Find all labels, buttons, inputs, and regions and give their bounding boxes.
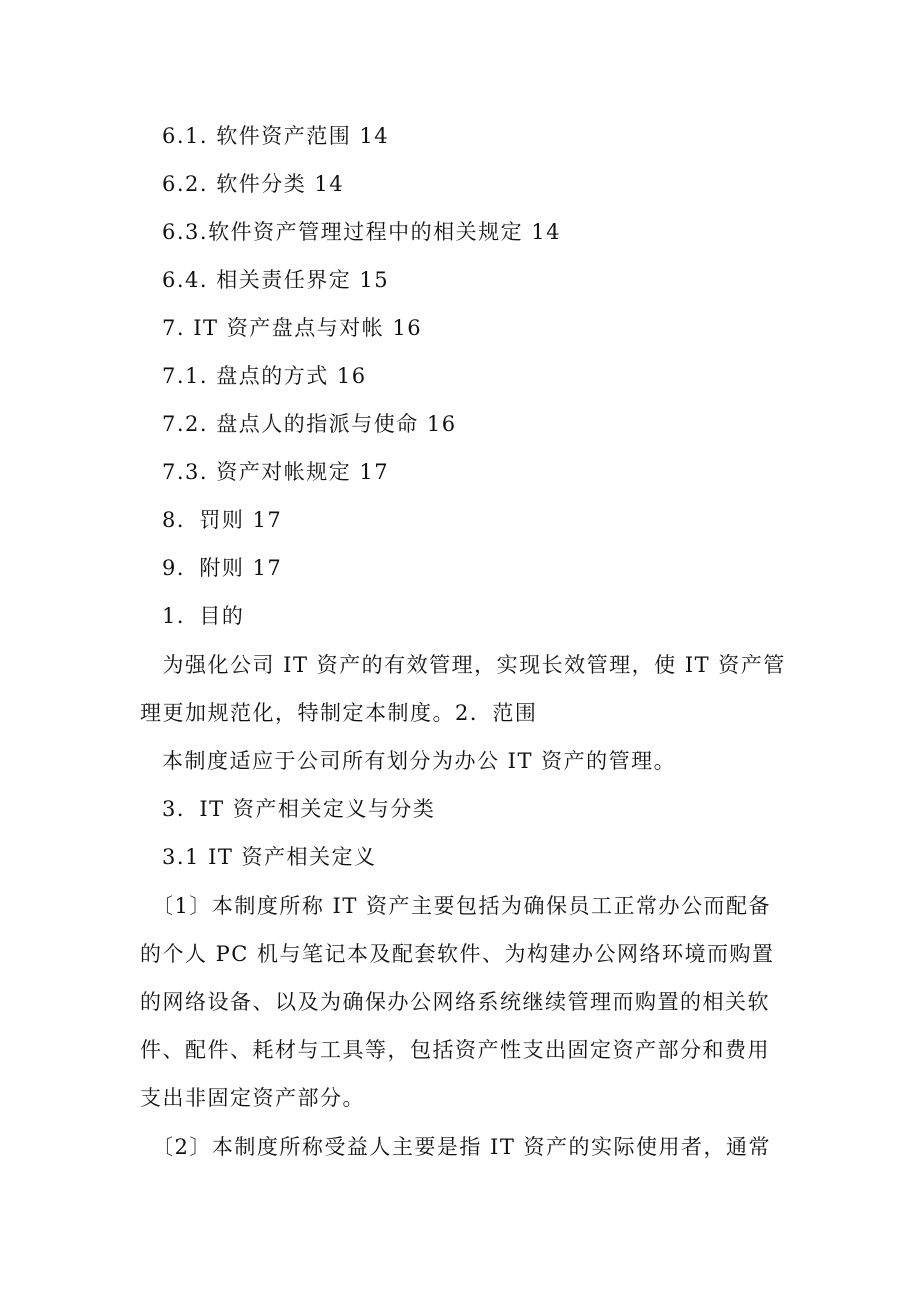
toc-entry-6-4: 6.4. 相关责任界定 15 [162,268,390,292]
toc-entry-6-2: 6.2. 软件分类 14 [162,172,345,196]
toc-entry-8: 8．罚则 17 [162,508,283,532]
toc-entry-6-1: 6.1. 软件资产范围 14 [162,124,390,148]
definition-paragraph-1-line-3: 的网络设备、以及为确保办公网络系统继续管理而购置的相关软 [140,990,770,1014]
definition-paragraph-1-line-5: 支出非固定资产部分。 [140,1086,365,1110]
purpose-paragraph-line-2: 理更加规范化，特制定本制度。2．范围 [140,701,538,725]
toc-entry-7: 7. IT 资产盘点与对帐 16 [162,316,423,340]
purpose-paragraph-line-1: 为强化公司 IT 资产的有效管理，实现长效管理，使 IT 资产管 [140,653,786,677]
toc-entry-7-3: 7.3. 资产对帐规定 17 [162,460,390,484]
toc-entry-6-3: 6.3.软件资产管理过程中的相关规定 14 [162,220,561,244]
toc-entry-7-2: 7.2. 盘点人的指派与使命 16 [162,412,457,436]
definition-paragraph-1-line-2: 的个人 PC 机与笔记本及配套软件、为构建办公网络环境而购置 [140,942,775,966]
section-heading-3: 3．IT 资产相关定义与分类 [162,797,436,821]
definition-paragraph-2-line-1: 〔2〕本制度所称受益人主要是指 IT 资产的实际使用者，通常 [140,1135,772,1159]
toc-entry-7-1: 7.1. 盘点的方式 16 [162,364,367,388]
definition-paragraph-1-line-1: 〔1〕本制度所称 IT 资产主要包括为确保员工正常办公而配备 [140,894,772,918]
toc-entry-9: 9．附则 17 [162,556,283,580]
definition-paragraph-1-line-4: 件、配件、耗材与工具等，包括资产性支出固定资产部分和费用 [140,1038,770,1062]
section-heading-3-1: 3.1 IT 资产相关定义 [162,845,377,869]
section-heading-purpose: 1．目的 [162,604,245,628]
scope-paragraph: 本制度适应于公司所有划分为办公 IT 资产的管理。 [162,749,677,773]
